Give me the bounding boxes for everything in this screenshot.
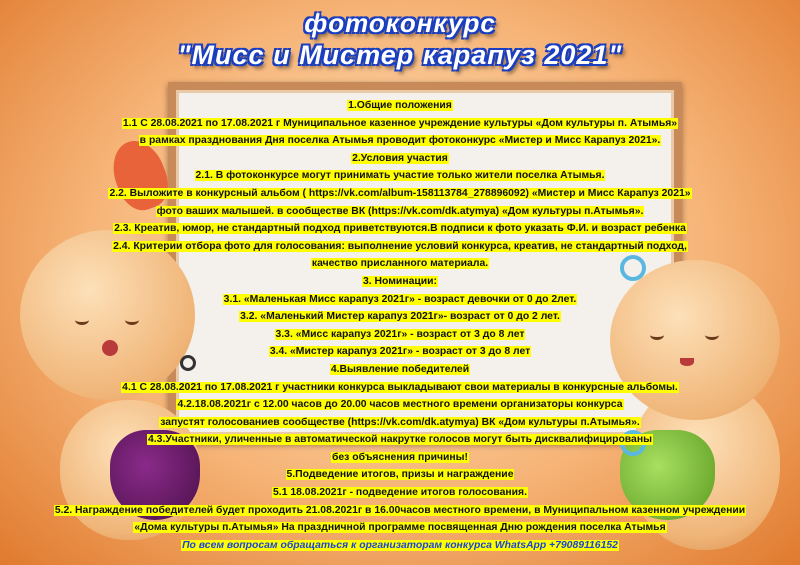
rules-line-text: 5.1 18.08.2021г - подведение итогов голосования. xyxy=(273,487,527,499)
rules-line xyxy=(0,148,800,166)
rules-line xyxy=(0,412,800,430)
rules-line xyxy=(0,306,800,324)
rules-line xyxy=(0,517,800,535)
rules-line xyxy=(0,218,800,236)
rules-line xyxy=(0,447,800,465)
rules-line-text: 4.1 С 28.08.2021 по 17.08.2021 г участники конкурса выкладывают свои материалы в конкурсные альбомы. xyxy=(122,381,678,393)
rules-line xyxy=(0,271,800,289)
rules-line xyxy=(0,429,800,447)
rules-line xyxy=(0,113,800,131)
rules-line-text: качество присланного материала. xyxy=(311,258,489,270)
rules-line-text: 2.3. Креатив, юмор, не стандартный подход приветствуются.В подписи к фото указать Ф.И. и возраст ребенка xyxy=(114,223,686,235)
rules-line xyxy=(0,359,800,377)
rules-line xyxy=(0,482,800,500)
rules-line-text: фото ваших малышей. в сообществе ВК (https://vk.com/dk.atymya) «Дом культуры п.Атымья». xyxy=(156,205,644,217)
rules-line xyxy=(0,201,800,219)
contact-whatsapp-text: По всем вопросам обращаться к организаторам конкурса WhatsApp +79089116152 xyxy=(182,539,618,551)
rules-line-text: 5.Подведение итогов, призы и награждение xyxy=(286,469,514,481)
rules-line xyxy=(0,183,800,201)
rules-line-text: 2.4. Критерии отбора фото для голосования: выполнение условий конкурса, креатив, не стандартный подход, xyxy=(113,240,687,252)
rules-line xyxy=(0,324,800,342)
rules-line xyxy=(0,253,800,271)
rules-line xyxy=(0,464,800,482)
rules-line xyxy=(0,289,800,307)
rules-line-text: 1.Общие положения xyxy=(348,100,452,111)
rules-line-text: 3.1. «Маленькая Мисс карапуз 2021г» - возраст девочки от 0 до 2лет. xyxy=(223,293,577,305)
rules-line-text: без объяснения причины! xyxy=(331,451,468,463)
rules-line-text: «Дома культуры п.Атымья» На праздничной программе посвященная Дню рождения поселка Атымья xyxy=(134,522,666,534)
rules-line-text: в рамках празднования Дня поселка Атымья проводит фотоконкурс «Мистер и Мисс Карапуз 2021». xyxy=(139,135,661,147)
rules-line xyxy=(0,130,800,148)
rules-line xyxy=(0,165,800,183)
rules-line-text: 5.2. Награждение победителей будет проходить 21.08.2021г в 16.00часов местного времени, в Муниципальном казенном учреждении xyxy=(54,504,746,516)
contact-line xyxy=(0,535,800,553)
rules-line-text: запустят голосованиев сообществе (https://vk.com/dk.atymya) ВК «Дом культуры п.Атымья». xyxy=(160,416,640,428)
rules-line xyxy=(0,377,800,395)
poster-title: фотоконкурс xyxy=(304,8,496,38)
rules-line-text: 2.2. Выложите в конкурсный альбом ( https://vk.com/album-158113784_278896092) «Мистер и Мисс Карапуз 2021» xyxy=(109,187,691,199)
rules-line xyxy=(0,236,800,254)
rules-line xyxy=(0,341,800,359)
rules-line-text: 3. Номинации: xyxy=(362,275,438,287)
rules-line-text: 4.Выявление победителей xyxy=(330,363,470,375)
rules-line-text: 2.Условия участия xyxy=(352,152,448,164)
rules-text-block xyxy=(0,95,800,552)
rules-line-text: 1.1 С 28.08.2021 по 17.08.2021 г Муниципальное казенное учреждение культуры «Дом культуры п. Атымья» xyxy=(122,117,678,129)
rules-line-text: 3.4. «Мистер карапуз 2021г» - возраст от 3 до 8 лет xyxy=(269,346,531,358)
rules-line-text: 4.2.18.08.2021г с 12.00 часов до 20.00 часов местного времени организаторы конкурса xyxy=(177,399,623,411)
poster-subtitle: "Мисс и Мистер карапуз 2021" xyxy=(177,40,623,70)
rules-line xyxy=(0,95,800,113)
rules-line xyxy=(0,500,800,518)
rules-line xyxy=(0,394,800,412)
rules-line-text: 4.3.Участники, уличенные в автоматической накрутке голосов могут быть дисквалифицированы xyxy=(148,434,652,446)
rules-line-text: 3.3. «Мисс карапуз 2021г» - возраст от 3 до 8 лет xyxy=(275,328,525,340)
rules-line-text: 3.2. «Маленький Мистер карапуз 2021г»- возраст от 0 до 2 лет. xyxy=(240,311,560,323)
rules-line-text: 2.1. В фотоконкурсе могут принимать участие только жители поселка Атымья. xyxy=(195,170,605,182)
